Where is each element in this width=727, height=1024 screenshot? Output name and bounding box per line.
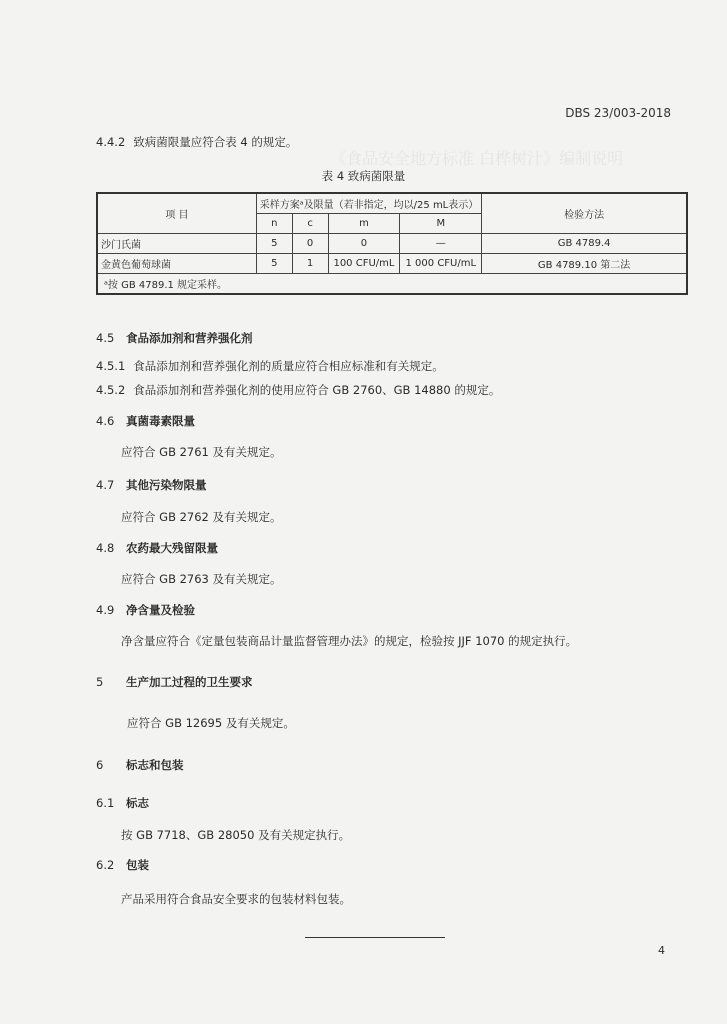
section-title: 标志和包装 <box>126 758 184 772</box>
method-cell: GB 4789.4 <box>482 234 687 254</box>
section-4-9-body: 净含量应符合《定量包装商品计量监督管理办法》的规定，检验按 JJF 1070 的规定执行。 <box>121 634 578 648</box>
table-row <box>97 254 687 274</box>
section-6-heading <box>96 757 184 773</box>
section-title: 净含量及检验 <box>126 603 195 617</box>
section-number: 4.7 <box>96 478 115 492</box>
table-header-row <box>97 193 687 214</box>
section-title: 标志 <box>126 796 149 810</box>
section-6-1-heading <box>96 795 149 811</box>
section-title: 食品添加剂和营养强化剂 <box>126 331 253 345</box>
section-number: 4.5 <box>96 331 115 345</box>
clause-text: 致病菌限量应符合表 4 的规定。 <box>133 135 298 149</box>
clause-number: 4.5.1 <box>96 359 126 373</box>
section-5-heading <box>96 674 253 690</box>
section-number: 4.8 <box>96 541 115 555</box>
table-note-row <box>97 274 687 295</box>
section-title: 真菌毒素限量 <box>126 414 195 428</box>
m-header: m <box>328 214 400 234</box>
section-title: 包装 <box>126 858 149 872</box>
section-number: 6.1 <box>96 796 115 810</box>
pathogen-limit-table <box>96 192 688 295</box>
M-cell: — <box>400 234 482 254</box>
section-6-2-heading <box>96 857 149 873</box>
c-header: c <box>292 214 328 234</box>
item-cell: 金黄色葡萄球菌 <box>97 254 256 274</box>
page-number: 4 <box>658 944 665 957</box>
M-cell: 1 000 CFU/mL <box>400 254 482 274</box>
M-header: M <box>400 214 482 234</box>
m-cell: 100 CFU/mL <box>328 254 400 274</box>
show-through-text: 《食品安全地方标准 白桦树汁》编制说明 <box>330 149 624 168</box>
section-number: 6 <box>96 758 104 772</box>
section-4-9-heading <box>96 602 195 618</box>
end-rule <box>305 937 445 938</box>
section-title: 其他污染物限量 <box>126 478 207 492</box>
section-4-8-heading <box>96 540 218 556</box>
c-cell: 1 <box>292 254 328 274</box>
section-number: 4.9 <box>96 603 115 617</box>
n-cell: 5 <box>256 234 292 254</box>
section-5-body: 应符合 GB 12695 及有关规定。 <box>127 716 295 730</box>
section-6-2-body: 产品采用符合食品安全要求的包装材料包装。 <box>121 892 351 906</box>
section-number: 6.2 <box>96 858 115 872</box>
clause-4-5-2 <box>96 382 500 398</box>
clause-text: 食品添加剂和营养强化剂的质量应符合相应标准和有关规定。 <box>133 359 444 373</box>
section-title: 农药最大残留限量 <box>126 541 218 555</box>
section-4-5-heading <box>96 330 253 346</box>
standard-number: DBS 23/003-2018 <box>565 106 671 120</box>
clause-4-5-1 <box>96 358 444 374</box>
section-number: 4.6 <box>96 414 115 428</box>
section-4-6-body: 应符合 GB 2761 及有关规定。 <box>121 445 282 459</box>
method-header: 检验方法 <box>482 193 687 234</box>
section-4-8-body: 应符合 GB 2763 及有关规定。 <box>121 572 282 586</box>
m-cell: 0 <box>328 234 400 254</box>
clause-number: 4.4.2 <box>96 135 126 149</box>
clause-text: 食品添加剂和营养强化剂的使用应符合 GB 2760、GB 14880 的规定。 <box>133 383 501 397</box>
item-header: 项 目 <box>97 193 256 234</box>
section-4-7-body: 应符合 GB 2762 及有关规定。 <box>121 510 282 524</box>
table-note: ᵃ按 GB 4789.1 规定采样。 <box>97 274 687 295</box>
n-cell: 5 <box>256 254 292 274</box>
clause-number: 4.5.2 <box>96 383 126 397</box>
clause-4-4-2 <box>96 134 297 150</box>
c-cell: 0 <box>292 234 328 254</box>
n-header: n <box>256 214 292 234</box>
section-title: 生产加工过程的卫生要求 <box>126 675 253 689</box>
table-caption: 表 4 致病菌限量 <box>321 169 406 183</box>
section-6-1-body: 按 GB 7718、GB 28050 及有关规定执行。 <box>121 828 351 842</box>
item-cell: 沙门氏菌 <box>97 234 256 254</box>
method-cell: GB 4789.10 第二法 <box>482 254 687 274</box>
table-row <box>97 234 687 254</box>
sampling-plan-header: 采样方案ᵃ及限量（若非指定，均以/25 mL表示） <box>256 193 481 214</box>
section-4-7-heading <box>96 477 207 493</box>
section-4-6-heading <box>96 413 195 429</box>
section-number: 5 <box>96 675 104 689</box>
